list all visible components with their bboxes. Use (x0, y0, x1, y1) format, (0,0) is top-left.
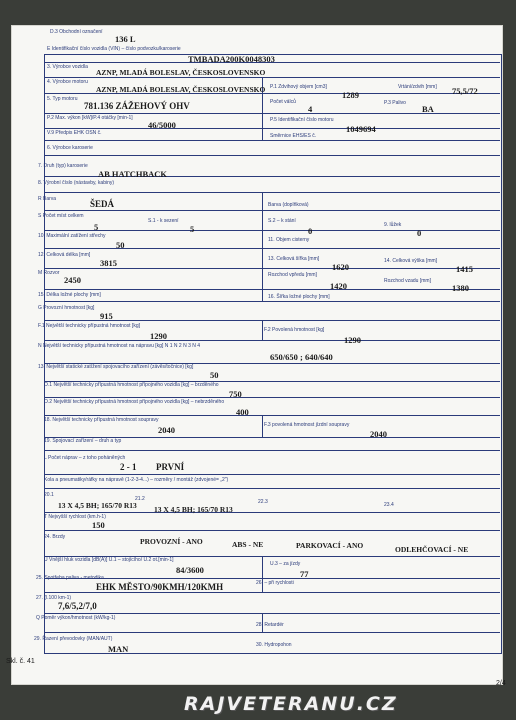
power-label: P.2 Max. výkon [kW]/P.4 otáčky [min-1] (47, 115, 133, 121)
axle-1-label: 20.1 (44, 492, 54, 498)
seats-sitting-label: S.1 - k sezení (148, 218, 179, 224)
seats-label: S Počet míst celkem (38, 213, 84, 219)
permitted-combination-label: F.3 povolená hmotnost jízdní soupravy (264, 422, 350, 428)
row-line (44, 77, 500, 78)
driving-noise-value: 77 (300, 569, 309, 579)
seats-standing-value: 0 (308, 226, 313, 236)
vin-value: TMBADA200K0048303 (188, 54, 275, 64)
row-line (44, 450, 500, 451)
row-line (44, 340, 500, 341)
axles-label: L Počet náprav – z toho poháněných (44, 455, 126, 461)
col-divider (262, 192, 263, 230)
body-manufacturer-label: 6. Výrobce karoserie (47, 145, 93, 151)
color-secondary-label: Barva (doplňková) (268, 202, 309, 208)
length-label: 12. Celková délka [mm] (38, 252, 91, 258)
permitted-mass-value: 1290 (344, 335, 361, 345)
col-divider (262, 320, 263, 340)
directive-label: Směrnice EHS/ES č. (270, 133, 317, 139)
coupling-load-label: 13. Největší statické zatížení spojovacího zařízení (závěs/točnice) [kg] (38, 364, 194, 370)
color-label: R Barva (38, 196, 57, 202)
power-weight-label: Q Poměr výkon/hmotnost (kW/kg-1) (36, 615, 116, 621)
driven-axle-value: PRVNÍ (156, 462, 185, 472)
watermark-logo: RAJVETERANU.CZ (184, 693, 398, 715)
front-track-value: 1420 (330, 281, 347, 291)
axle-3-label: 22.3 (258, 499, 268, 505)
noise-label: U Vnější hluk vozidla [dB(A)] U.1 – stojícího/ U.2 ot.[min-1] (44, 557, 174, 563)
axle-load-label: N Největší technicky přípustná hmotnost na nápravu [kg] N 1 N 2 N 3 N 4 (38, 343, 201, 349)
driving-noise-label: U.3 – za jízdy (270, 561, 301, 567)
d3-value: 136 L (115, 34, 136, 44)
d3-label: D.3 Obchodní označení (50, 29, 103, 35)
max-speed-value: 150 (92, 520, 105, 530)
row-line (44, 230, 500, 231)
permitted-combination-value: 2040 (370, 429, 387, 439)
col-divider (262, 556, 263, 578)
beds-label: 9. lůžek (384, 222, 402, 228)
cargo-width-label: 16. Šířka ložné plochy [mm] (268, 294, 330, 300)
seats-value: 5 (94, 222, 99, 232)
seats-standing-label: S.2 – k stání (268, 218, 296, 224)
brakes-label: 24. Brzdy (44, 534, 66, 540)
fuel-label: P.3 Palivo (384, 100, 406, 106)
height-value: 1415 (456, 264, 473, 274)
engine-number-value: 1049694 (346, 124, 376, 134)
col-divider (262, 230, 263, 268)
length-value: 3815 (100, 258, 117, 268)
row-line (44, 128, 500, 129)
noise-value: 84/3600 (176, 565, 204, 575)
fuel-method-value: EHK MĚSTO/90KMH/120KMH (96, 582, 224, 592)
uncee-label: V.9 Předpis EHK OSN č. (47, 130, 102, 136)
row-line (44, 530, 500, 531)
engine-number-label: P.5 Identifikační číslo motoru (270, 117, 334, 123)
max-speed-label: T Nejvyšší rychlost (km.h-1) (44, 514, 106, 520)
cylinders-value: 4 (308, 104, 313, 114)
width-label: 13. Celková šířka [mm] (268, 256, 320, 262)
col-divider (262, 415, 263, 437)
row-line (44, 474, 500, 475)
bore-value: 75,5/72 (452, 86, 478, 96)
row-line (44, 248, 500, 249)
row-line (44, 415, 500, 416)
curb-weight-label: G Provozní hmotnost [kg] (38, 305, 95, 311)
wheelbase-value: 2450 (64, 275, 81, 285)
engine-manufacturer-label: 4. Výrobce motoru (47, 79, 88, 85)
body-type-value: AB HATCHBACK (98, 169, 168, 179)
axle-2-label: 21.2 (135, 496, 145, 502)
max-mass-value: 1290 (150, 331, 167, 341)
displacement-value: 1289 (342, 90, 359, 100)
width-value: 1620 (332, 262, 349, 272)
combination-mass-label: 18. Největší technicky přípustná hmotnost soupravy (44, 417, 159, 423)
row-line (44, 140, 500, 141)
relief-brake-value: ODLEHČOVACÍ - NE (395, 545, 469, 554)
combination-mass-value: 2040 (158, 425, 175, 435)
cargo-length-label: 15. Délka ložné plochy [mm] (38, 292, 101, 298)
gearbox-label: 29. Řazení převodovky (MAN/AUT) (34, 636, 113, 642)
color-value: ŠEDÁ (90, 199, 115, 209)
permitted-mass-label: F.2 Povolená hmotnost [kg] (264, 327, 325, 333)
engine-manufacturer-value: AZNP, MLADÁ BOLESLAV, ČESKOSLOVENSKO (96, 85, 266, 94)
row-line (44, 578, 500, 579)
row-line (44, 210, 500, 211)
page-number: 2/4 (496, 680, 506, 687)
braked-trailer-label: O.1 Největší technicky přípustná hmotnost přípojného vozidla [kg] – brzděného (44, 382, 219, 388)
bore-label: Vrtání/zdvih [mm] (398, 84, 437, 90)
parking-brake-value: PARKOVACÍ - ANO (296, 541, 364, 550)
vin-label: E Identifikační číslo vozidla (VIN) – číslo podvozku/karoserie (47, 46, 181, 52)
row-line (44, 289, 500, 290)
rear-track-value: 1380 (452, 283, 469, 293)
service-brake-value: PROVOZNÍ - ANO (140, 537, 203, 546)
engine-type-label: 5. Typ motoru (47, 96, 78, 102)
roof-load-value: 50 (116, 240, 125, 250)
coupling-load-value: 50 (210, 370, 219, 380)
roof-load-label: 10. Maximální zatížení střechy (38, 233, 106, 239)
at-speed-label: 26. – při rychlosti (256, 580, 294, 586)
row-line (44, 397, 500, 398)
hydraulic-drive-label: 30. Hydropohon (256, 642, 292, 648)
col-divider (262, 268, 263, 301)
wheelbase-label: M Rozvor (38, 270, 60, 276)
row-line (44, 301, 500, 302)
row-line (44, 488, 500, 489)
curb-weight-value: 915 (100, 311, 113, 321)
tyres-axle-1-value: 13 X 4,5 BH; 165/70 R13 (58, 501, 137, 510)
axle-4-label: 23.4 (384, 502, 394, 508)
row-line (44, 192, 500, 193)
row-line (44, 613, 500, 614)
retarder-label: 28. Retardér (256, 622, 284, 628)
col-divider (262, 77, 263, 113)
manufacturer-value: AZNP, MLADÁ BOLESLAV, ČESKOSLOVENSKO (96, 68, 266, 77)
axles-value: 2 - 1 (120, 462, 137, 472)
beds-value: 0 (417, 228, 422, 238)
unbraked-trailer-label: O.2 Největší technicky přípustná hmotnost přípojného vozidla [kg] – nebrzděného (44, 399, 225, 405)
front-track-label: Rozchod vpředu [mm] (268, 272, 317, 278)
abs-value: ABS - NE (232, 540, 264, 549)
coupling-type-label: 19. Spojovací zařízení – druh a typ (44, 438, 122, 444)
production-number-label: 8. Výrobní číslo (nástavby, kabiny) (38, 180, 115, 186)
row-line (44, 632, 500, 633)
cylinders-label: Počet válců (270, 99, 296, 105)
axle-load-value: 650/650 ; 640/640 (270, 352, 333, 362)
rear-track-label: Rozchod vzadu [mm] (384, 278, 431, 284)
max-mass-label: F.1 Největší technicky přípustná hmotnost [kg] (38, 323, 140, 329)
gearbox-value: MAN (108, 644, 129, 654)
engine-type-value: 781.136 ZÁŽEHOVÝ OHV (84, 101, 190, 111)
displacement-label: P.1 Zdvihový objem [cm3] (270, 84, 327, 90)
tank-volume-label: 11. Objem cisterny (268, 237, 310, 243)
row-line (44, 268, 500, 269)
row-line (44, 512, 500, 513)
manufacturer-label: 3. Výrobce vozidla (47, 64, 88, 70)
fuel-value: BA (422, 104, 434, 114)
consumption-label: 27. (l.100 km-1) (36, 595, 72, 601)
unbraked-trailer-value: 400 (236, 407, 249, 417)
tyres-axle-2-value: 13 X 4,5 BH; 165/70 R13 (154, 505, 233, 514)
tyres-label: Kola a pneumatiky/ráfky na nápravě (1-2-3-4...) – rozměry / montáž (zdvojené= „2") (44, 477, 229, 483)
seats-sitting-value: 5 (190, 224, 195, 234)
stock-number: Skl. č. 41 (6, 658, 35, 665)
power-value: 46/5000 (148, 120, 176, 130)
height-label: 14. Celková výška [mm] (384, 258, 438, 264)
row-line (44, 592, 500, 593)
fuel-method-label: 25. Spotřeba paliva - metodika (36, 575, 104, 581)
consumption-value: 7,6/5,2/7,0 (58, 601, 97, 611)
body-type-label: 7. Druh (typ) karoserie (38, 163, 88, 169)
row-line (44, 155, 500, 156)
col-divider (262, 113, 263, 140)
braked-trailer-value: 750 (229, 389, 242, 399)
